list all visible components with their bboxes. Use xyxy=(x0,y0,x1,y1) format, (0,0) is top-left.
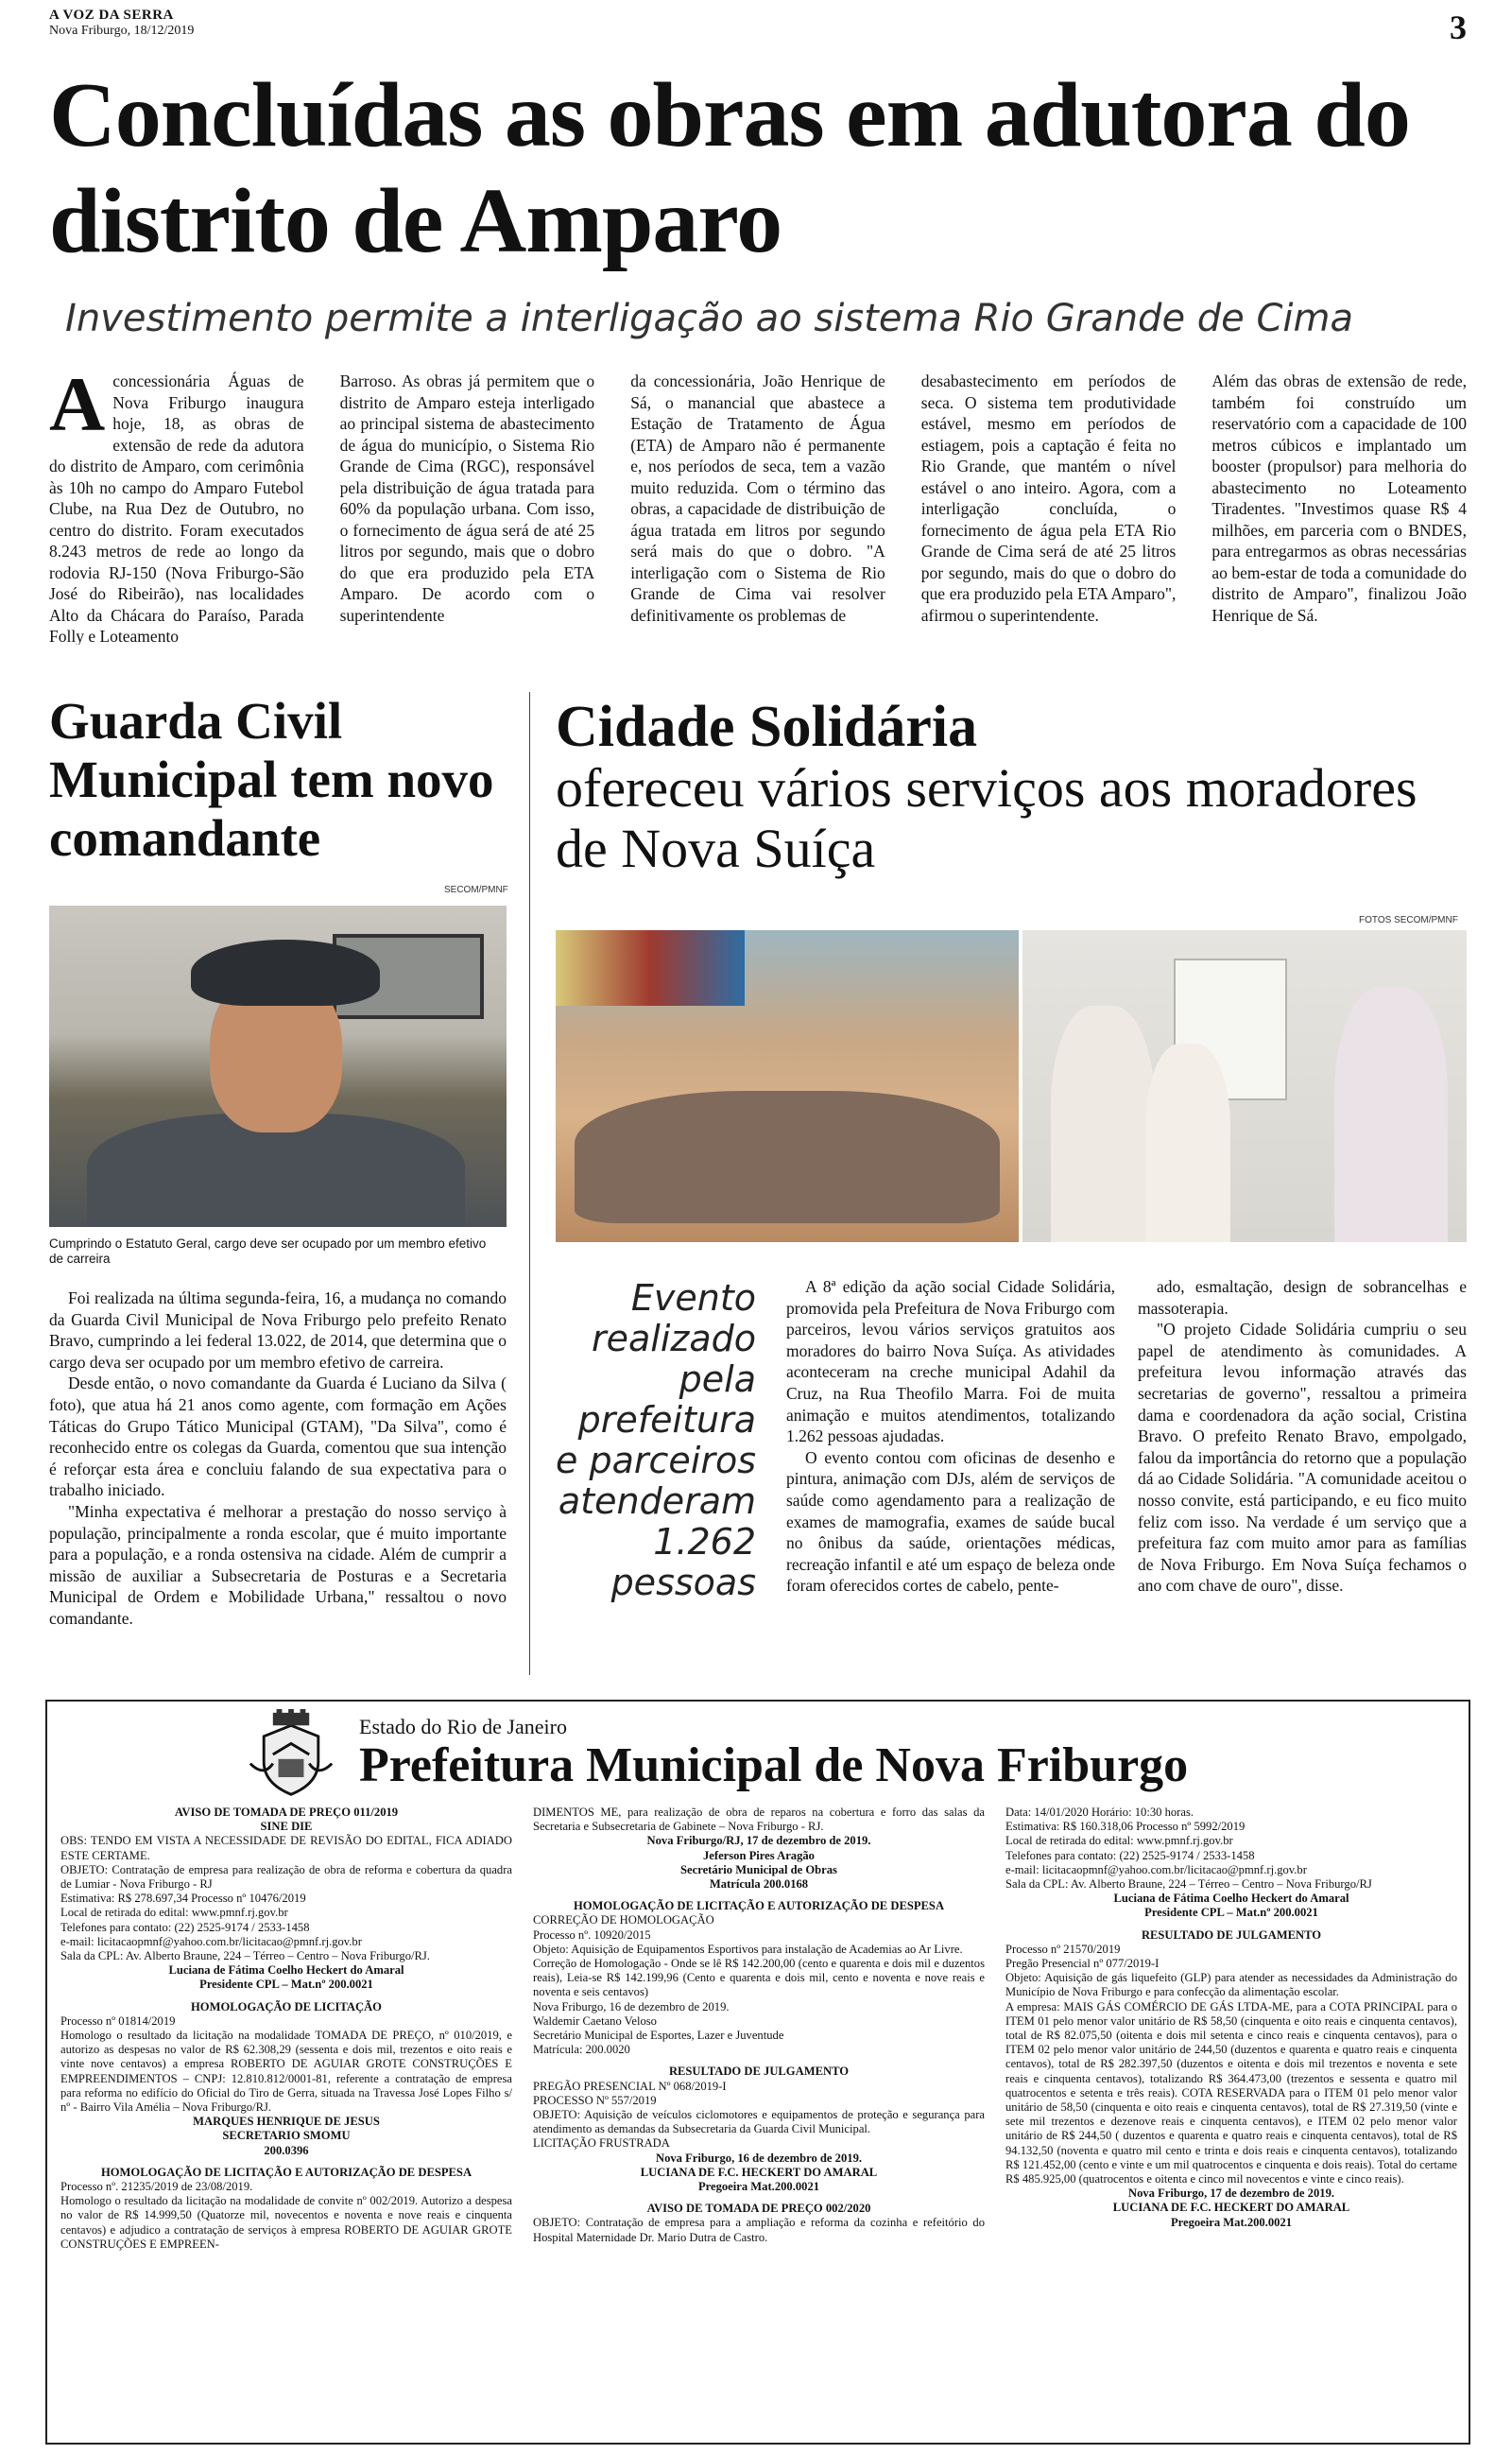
notice-line: Processo nº 21570/2019 xyxy=(1005,1942,1121,1956)
notice-line: HOMOLOGAÇÃO DE LICITAÇÃO xyxy=(191,1999,382,2013)
cidade-paragraph: ado, esmaltação, design de sobrancelhas e massoterapia. xyxy=(1138,1277,1467,1318)
issue-date: Nova Friburgo, 18/12/2019 xyxy=(49,24,195,38)
notice-line: Pregoeira Mat.200.0021 xyxy=(697,2180,820,2194)
notice-line: e-mail: licitacaopmnf@yahoo.com.br/licitacao@pmnf.rj.gov.br xyxy=(1005,1862,1307,1876)
notice-line: Nova Friburgo, 16 de dezembro de 2019. xyxy=(655,2151,863,2165)
main-headline: Concluídas as obras em adutora do distrito de Amparo xyxy=(49,64,1410,272)
photo-beret xyxy=(191,940,380,1006)
pull-quote: Evento realizado pela prefeitura e parceiros atenderam 1.262 pessoas xyxy=(556,1277,756,1603)
notice-line: Nova Friburgo, 16 de dezembro de 2019. xyxy=(533,1999,730,2013)
main-story-column-5: Além das obras de extensão de rede, também foi construído um reservatório com a capacidade de 100 metros cúbicos e implantado um booster (propulsor) para melhoria do abastecimento no Loteamento Tiradentes. "Investimos quase R$ 4 milhões, em parceria com o BNDES, para entregarmos as obras necessárias ao bem-estar de toda a comunidade do distrito de Amparo", finalizou João Henrique de Sá. xyxy=(1211,372,1467,625)
cidade-story-body xyxy=(786,1276,1467,1673)
notice-line: AVISO DE TOMADA DE PREÇO 011/2019 xyxy=(174,1806,399,1819)
notice-line: Matrícula: 200.0020 xyxy=(533,2043,630,2057)
notice-column-2 xyxy=(533,1806,985,2439)
notice-line: RESULTADO DE JULGAMENTO xyxy=(1141,1927,1322,1942)
notice-column-3 xyxy=(1005,1806,1457,2439)
guarda-paragraph: "Minha expectativa é melhorar a prestação do nosso serviço à população, principalmente a ronda escolar, que é muito importante para a população, e a ronda ostensiva na cidade. Além de cumprir a missão de auxiliar a Subsecretaria de Posturas e a Secretaria Municipal de Ordem e Mobilidade Urbana," ressaltou o novo comandante. xyxy=(49,1501,507,1628)
cidade-headline-bold: Cidade Solidária xyxy=(556,695,978,759)
photo-person xyxy=(1334,987,1448,1242)
notice-line: DIMENTOS ME, para realização de obra de reparos na cobertura e forro das salas da Secretaria e Subsecretaria de Gabinete – Nova Friburgo - RJ. xyxy=(533,1806,985,1834)
notice-line: Homologo o resultado da licitação na modalidade de convite nº 002/2019. Autorizo a despesa no valor de R$ 14.999,50 (Quatorze mil, novecentos e noventa e nove reais e cinquenta centavos) e adjudico a contratação de serviços à empresa ROBERTO DE AGUIAR GROTE CONSTRUÇÕES E EMPREEN- xyxy=(60,2194,512,2251)
newspaper-name: A VOZ DA SERRA xyxy=(49,8,174,23)
notice-line: Processo nº. 10920/2015 xyxy=(533,1927,651,1942)
notice-line: Sala da CPL: Av. Alberto Braune, 224 – Térreo – Centro – Nova Friburgo/RJ. xyxy=(60,1949,430,1963)
notice-line: A empresa: MAIS GÁS COMÉRCIO DE GÁS LTDA-ME, para a COTA PRINCIPAL para o ITEM 01 pelo menor valor unitário de R$ 58,50 (cinquenta e oito reais e cinquenta centavos), total de R$ 82.075,50 (oitenta e dois mil setenta e cinco reais e cinquenta centavos), para o ITEM 02 pelo menor valor unitário de 244,50 (duzentos e quarenta e quatro reais e cinquenta centavos), total de R$ 282.397,50 (duzentos e oitenta e dois mil trezentos e noventa e sete reais e cinquenta centavos), totalizando R$ 364.473,00 (trezentos e sessenta e quatro mil quatrocentos e setenta e três reais). COTA RESERVADA para o ITEM 01 pelo menor valor unitário de 58,50 (cinquenta e oito reais e cinquenta centavos), total de R$ 27.319,50 (vinte e sete mil trezentos e dezenove reais e cinquenta centavos), e ITEM 02 pelo menor valor unitário de R$ 244,50 ( duzentos e quarenta e quatro reais e cinquenta centavos), total de R$ 94.132,50 (noventa e quatro mil cento e trinta e dois reais e cinquenta centavos), totalizando R$ 121.452,00 (cento e vinte e um mil quatrocentos e cinquenta e dois reais). Total do certame R$ 485.925,00 (quatrocentos e oitenta e cinco mil novecentos e vinte e cinco reais). xyxy=(1005,1999,1457,2186)
plaque-unveiling-photo xyxy=(1022,930,1467,1242)
notice-line: PREGÃO PRESENCIAL Nº 068/2019-I xyxy=(533,2079,727,2093)
photo-tents xyxy=(556,930,745,1006)
notice-line: Nova Friburgo, 17 de dezembro de 2019. xyxy=(1127,2186,1335,2201)
notice-line: Pregoeira Mat.200.0021 xyxy=(1170,2215,1293,2229)
notice-line: Secretário Municipal de Esportes, Lazer e Juventude xyxy=(533,2029,784,2043)
notice-line: Presidente CPL – Mat.nº 200.0021 xyxy=(1144,1906,1318,1920)
guarda-photo-caption: Cumprindo o Estatuto Geral, cargo deve ser ocupado por um membro efetivo de carreira xyxy=(49,1236,487,1266)
guarda-paragraph: Desde então, o novo comandante da Guarda é Luciano da Silva ( foto), que atua há 21 anos como agente, com formação em Ações Táticas do Grupo Tático Municipal (GTAM), "Da Silva", como é reconhecido entre os colegas da Guarda, comentou que sua intenção é reforçar esta área e concluiu falando de sua expectativa para o trabalho iniciado. xyxy=(49,1374,507,1500)
notice-spacer xyxy=(60,1993,512,2000)
notice-line: Correção de Homologação - Onde se lê R$ 142.200,00 (cento e quarenta e dois mil e duzentos reais), Leia-se R$ 142.199,96 (Cento e quarenta e dois mil, cento e noventa e nove reais e noventa e seis centavos) xyxy=(533,1957,985,1999)
main-story-column-1 xyxy=(49,371,304,645)
notice-line: Objeto: Aquisição de Equipamentos Esportivos para instalação de Academias ao Ar Livre. xyxy=(533,1942,963,1956)
notice-line: LUCIANA DE F.C. HECKERT DO AMARAL xyxy=(640,2165,878,2179)
notice-line: Sala da CPL: Av. Alberto Braune, 224 – Térreo – Centro – Nova Friburgo/RJ xyxy=(1005,1877,1372,1892)
notice-line: LUCIANA DE F.C. HECKERT DO AMARAL xyxy=(1112,2201,1350,2215)
notice-line: Telefones para contato: (22) 2525-9174 / 2533-1458 xyxy=(1005,1848,1255,1862)
notice-header xyxy=(246,1711,1285,1798)
notice-spacer xyxy=(533,2057,985,2065)
notice-line: Waldemir Caetano Veloso xyxy=(533,2013,657,2028)
cidade-column-2 xyxy=(1138,1276,1467,1673)
main-subheadline: Investimento permite a interligação ao sistema Rio Grande de Cima xyxy=(65,297,1353,340)
masthead xyxy=(49,8,1467,49)
main-story-column-4: desabastecimento em períodos de seca. O sistema tem produtividade estável, mesmo em períodos de estiagem, pois a captação é feita no Rio Grande, que mantém o nível estável o ano inteiro. Agora, com a interligação concluída, o fornecimento de água pela ETA Rio Grande de Cima será de até 25 litros por segundo, mais do que o dobro do que era produzido pela ETA Amparo", afirmou o superintendente. xyxy=(920,372,1177,625)
photo-person xyxy=(1051,1006,1155,1242)
notice-line: Luciana de Fátima Coelho Heckert do Amaral xyxy=(168,1963,404,1978)
notice-line: Data: 14/01/2020 Horário: 10:30 horas. xyxy=(1005,1806,1194,1819)
guarda-photo-credit: SECOM/PMNF xyxy=(444,885,508,895)
notice-line: Estimativa: R$ 278.697,34 Processo nº 10476/2019 xyxy=(60,1892,306,1906)
notice-line: HOMOLOGAÇÃO DE LICITAÇÃO E AUTORIZAÇÃO DE DESPESA xyxy=(100,2165,472,2179)
cidade-headline xyxy=(556,696,1463,879)
cidade-headline-rest: ofereceu vários serviços aos moradores de Nova Suíça xyxy=(556,757,1418,879)
notice-spacer xyxy=(533,1892,985,1899)
photo-seated-children xyxy=(575,1091,1000,1223)
notice-line: OBJETO: Aquisição de veículos ciclomotores e equipamentos de proteção e segurança para atendimento as demandas da Subsecretaria da Guarda Civil Municipal. xyxy=(533,2108,985,2136)
prefeitura-notice-box xyxy=(45,1700,1470,2445)
notice-line: Processo nº. 21235/2019 de 23/08/2019. xyxy=(60,2180,253,2194)
notice-line: RESULTADO DE JULGAMENTO xyxy=(668,2065,850,2079)
notice-line: MARQUES HENRIQUE DE JESUS xyxy=(193,2115,380,2129)
notice-line: SINE DIE xyxy=(260,1820,313,1834)
notice-spacer xyxy=(533,2194,985,2202)
notice-state: Estado do Rio de Janeiro xyxy=(359,1715,567,1738)
notice-line: Presidente CPL – Mat.nº 200.0021 xyxy=(199,1978,373,1992)
notice-line: OBJETO: Contratação de empresa para a ampliação e reforma da cozinha e refeitório do Hospital Maternidade Dr. Mario Dutra de Castro. xyxy=(533,2216,985,2244)
notice-line: OBJETO: Contratação de empresa para realização de obra de reforma e cobertura da quadra de Lumiar - Nova Friburgo - RJ xyxy=(60,1862,512,1892)
main-story-column-2: Barroso. As obras já permitem que o distrito de Amparo esteja interligado ao principal sistema de abastecimento de água do município, o Sistema Rio Grande de Cima (RGC), responsável pela distribuição de água tratada para 60% da população urbana. Com isso, o fornecimento de água será de até 25 litros por segundo, mais que o dobro do que era produzido pela ETA Amparo. De acordo com o superintendente xyxy=(339,372,595,625)
notice-line: Local de retirada do edital: www.pmnf.rj.gov.br xyxy=(60,1906,288,1920)
notice-columns xyxy=(60,1806,1457,2439)
notice-line: Objeto: Aquisição de gás liquefeito (GLP) para atender as necessidades da Administração do Município de Nova Friburgo e para confecção da alimentação escolar. xyxy=(1005,1971,1457,1999)
cidade-paragraph: A 8ª edição da ação social Cidade Solidária, promovida pela Prefeitura de Nova Friburgo com parceiros, levou vários serviços gratuitos aos moradores do bairro Nova Suíça. As atividades aconteceram na creche municipal Adahil da Cruz, na Rua Theofilo Marra. Foi de muita animação e muitos atendimentos, totalizando 1.262 pessoas ajudadas. xyxy=(786,1277,1115,1446)
drop-cap: A xyxy=(49,371,106,447)
children-event-photo xyxy=(556,930,1019,1242)
notice-line: Local de retirada do edital: www.pmnf.rj.gov.br xyxy=(1005,1834,1233,1848)
main-story-column-3: da concessionária, João Henrique de Sá, o manancial que abastece a Estação de Tratamento de Água (ETA) de Amparo não é permanente e, nos períodos de seca, tem a vazão muito reduzida. Com o término das obras, a capacidade de distribuição de água tratada em litros por segundo será mais do que o dobro. "A interligação com o Sistema de Rio Grande de Cima vai resolver definitivamente os problemas de xyxy=(630,372,885,625)
notice-line: 200.0396 xyxy=(264,2143,309,2157)
cidade-paragraph: O evento contou com oficinas de desenho e pintura, animação com DJs, além de serviços de saúde como agendamento para a realização de exames de mamografia, exames de saúde bucal no ônibus da saúde, orientações médicas, recreação infantil e até um espaço de beleza onde foram oferecidos cortes de cabelo, pente- xyxy=(786,1447,1115,1596)
notice-line: Matrícula 200.0168 xyxy=(709,1877,809,1892)
main-story-body xyxy=(49,371,1467,645)
page-number: 3 xyxy=(1450,9,1467,46)
notice-title: Prefeitura Municipal de Nova Friburgo xyxy=(359,1738,1189,1792)
guarda-commander-photo xyxy=(49,906,507,1227)
notice-line: Nova Friburgo/RJ, 17 de dezembro de 2019. xyxy=(646,1834,871,1848)
notice-line: Secretário Municipal de Obras xyxy=(680,1862,837,1876)
cidade-photo-credit: FOTOS SECOM/PMNF xyxy=(1359,915,1458,925)
notice-line: AVISO DE TOMADA DE PREÇO 002/2020 xyxy=(646,2202,871,2216)
notice-line: Estimativa: R$ 160.318,06 Processo nº 5992/2019 xyxy=(1005,1820,1246,1834)
notice-line: Jeferson Pires Aragão xyxy=(703,1848,815,1862)
photo-person xyxy=(1145,1044,1230,1242)
notice-line: HOMOLOGAÇÃO DE LICITAÇÃO E AUTORIZAÇÃO DE DESPESA xyxy=(573,1899,945,1913)
notice-line: LICITAÇÃO FRUSTRADA xyxy=(533,2136,670,2151)
notice-spacer xyxy=(1005,1921,1457,1928)
notice-line: Telefones para contato: (22) 2525-9174 / 2533-1458 xyxy=(60,1920,310,1934)
notice-line: Luciana de Fátima Coelho Heckert do Amaral xyxy=(1113,1892,1349,1906)
notice-line: OBS: TENDO EM VISTA A NECESSIDADE DE REVISÃO DO EDITAL, FICA ADIADO ESTE CERTAME. xyxy=(60,1834,512,1862)
cidade-column-1 xyxy=(786,1276,1115,1673)
notice-line: e-mail: licitacaopmnf@yahoo.com.br/licitacao@pmnf.rj.gov.br xyxy=(60,1934,362,1948)
notice-line: Processo nº 01814/2019 xyxy=(60,2013,176,2028)
notice-column-1 xyxy=(60,1806,512,2439)
cidade-paragraph: "O projeto Cidade Solidária cumpriu o seu papel de atendimento às comunidades. A prefeitura levou informação através das secretarias de governo", ressaltou a primeira dama e coordenadora da ação social, Cristina Bravo. O prefeito Renato Bravo, empolgado, falou da importância do retorno que a população dá ao Cidade Solidária. "A comunidade aceitou o nosso convite, está participando, e eu fico muito feliz com isso. Na verdade é um serviço que a prefeitura faz com muito amor para as famílias de Nova Friburgo. Em Nova Suíça fechamos o ano com chave de ouro", disse. xyxy=(1138,1320,1467,1596)
notice-line: SECRETARIO SMOMU xyxy=(222,2129,351,2143)
guarda-headline: Guarda Civil Municipal tem novo comandante xyxy=(49,692,494,867)
notice-spacer xyxy=(60,2158,512,2166)
column-divider xyxy=(529,692,530,1675)
notice-line: Homologo o resultado da licitação na modalidade TOMADA DE PREÇO, nº 010/2019, e autorizo as despesas no valor de R$ 62.308,29 (sessenta e dois mil, trezentos e oito reais e vinte nove centavos) a empresa ROBERTO DE AGUIAR GROTE CONSTRUÇÕES E EMPREENDIMENTOS – CNPJ: 12.810.812/0001-81, referente a contratação de empresa para reforma no edifício do Oficial do Tiro de Gerra, situada na Travessa José Lopes Filho s/ nº - Bairro Vila Amélia – Nova Friburgo/RJ. xyxy=(60,2029,512,2115)
main-story-text-1: concessionária Águas de Nova Friburgo inaugura hoje, 18, as obras de extensão de rede da adutora do distrito de Amparo, com cerimônia às 10h no campo do Amparo Futebol Clube, na Rua Dez de Outubro, no centro do distrito. Foram executados 8.243 metros de rede ao longo da rodovia RJ-150 (Nova Friburgo-São José do Ribeirão), nas localidades Alto da Chácara do Paraíso, Parada Folly e Loteamento xyxy=(49,372,304,645)
guarda-story-body xyxy=(49,1287,507,1656)
guarda-paragraph: Foi realizada na última segunda-feira, 16, a mudança no comando da Guarda Civil Municipal de Nova Friburgo pelo prefeito Renato Bravo, cumprindo a lei federal 13.022, de 2014, que determina que o cargo deva ser ocupado por um membro efetivo de carreira. xyxy=(49,1288,507,1372)
notice-line: PROCESSO Nº 557/2019 xyxy=(533,2093,657,2107)
notice-line: CORREÇÃO DE HOMOLOGAÇÃO xyxy=(533,1913,714,1927)
notice-line: Pregão Presencial nº 077/2019-I xyxy=(1005,1957,1160,1971)
